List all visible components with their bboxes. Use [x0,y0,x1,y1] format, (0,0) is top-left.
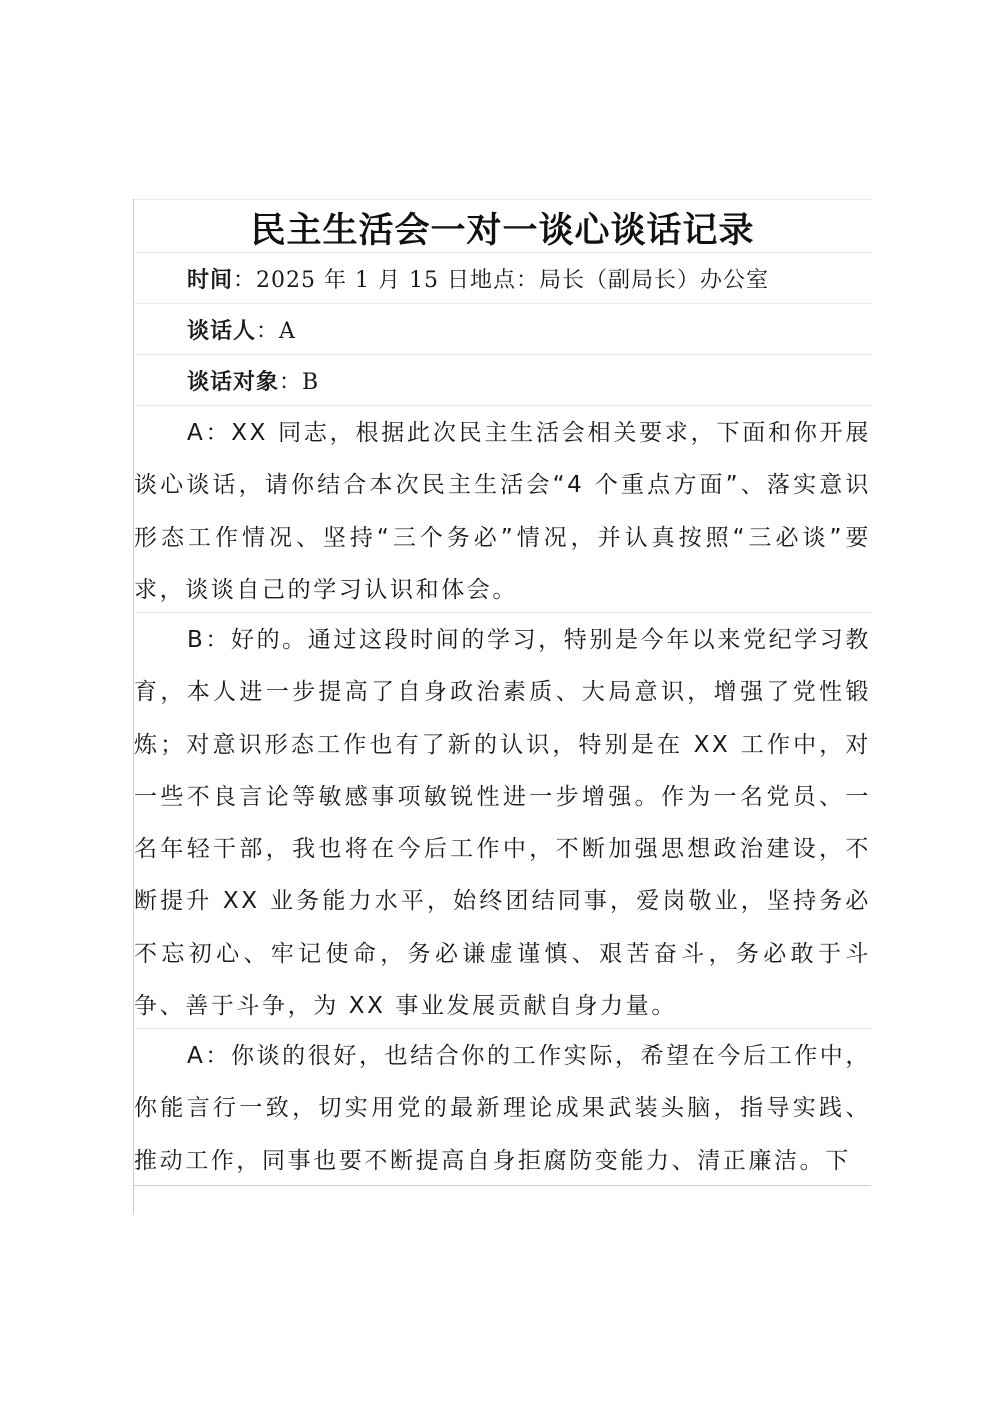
target-value: ：B [279,369,320,395]
paragraph: A：XX 同志，根据此次民主生活会相关要求，下面和你开展谈心谈话，请你结合本次民主生活会“4 个重点方面”、落实意识形态工作情况、坚持“三个务必”情况，并认真按照“三必谈”要求，谈谈自己的学习认识和体会。 [134,420,871,603]
document-title: 民主生活会一对一谈心谈话记录 [250,211,755,251]
meta-speaker-row [134,303,871,354]
speaker-value: ：A [256,318,296,344]
speaker-label: 谈话人 [187,318,257,344]
paragraph: B：好的。通过这段时间的学习，特别是今年以来党纪学习教育，本人进一步提高了自身政治素质、大局意识，增强了党性锻炼；对意识形态工作也有了新的认识，特别是在 XX 工作中，对一些不良言论等敏感事项敏锐性进一步增强。作为一名党员、一名年轻干部，我也将在今后工作中，不断加强思想政治建设，不断提升 XX 业务能力水平，始终团结同事，爱岗敬业，坚持务必不忘初心、牢记使命，务必谦虚谨慎、艰苦奋斗，务必敢于斗争、善于斗争，为 XX 事业发展贡献自身力量。 [134,627,871,1020]
document-page [133,199,871,1215]
target-label: 谈话对象 [187,369,280,395]
paragraph: A：你谈的很好，也结合你的工作实际，希望在今后工作中，你能言行一致，切实用党的最新理论成果武装头脑，指导实践、推动工作，同事也要不断提高自身拒腐防变能力、清正廉洁。下 [134,1043,871,1174]
paragraph-row [134,405,871,612]
paragraph-row [134,1028,871,1186]
meta-time-row [134,252,871,303]
title-row [134,199,871,252]
meta-target-row [134,354,871,405]
time-value: ：2025 年 1 月 15 日地点：局长（副局长）办公室 [233,267,769,293]
time-label: 时间 [187,267,234,293]
paragraph-row [134,612,871,1028]
